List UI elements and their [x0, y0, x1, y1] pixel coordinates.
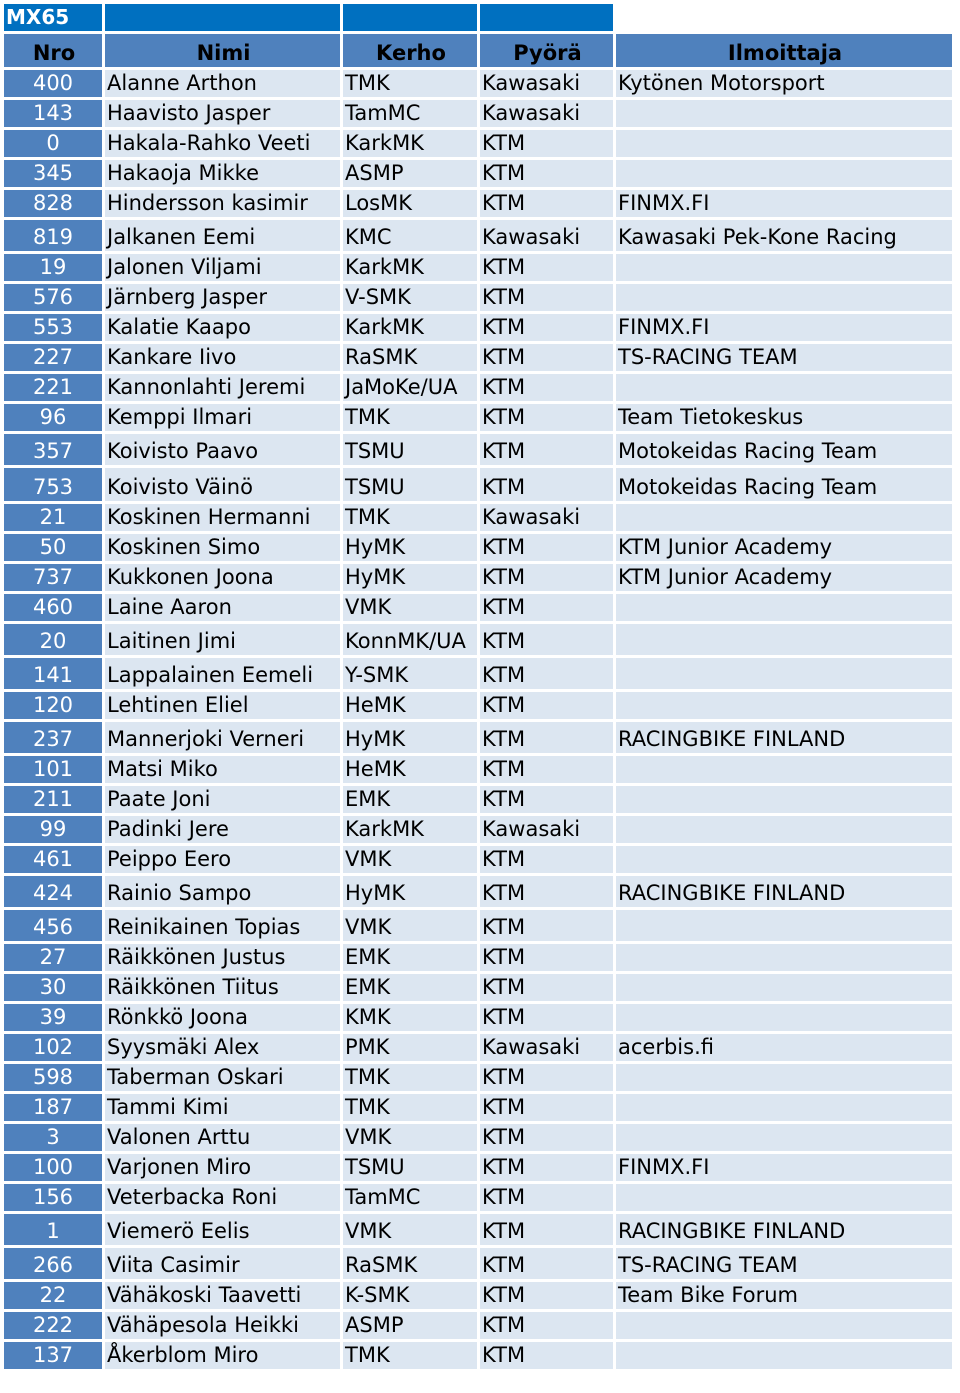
name-cell[interactable]: Jalkanen Eemi	[105, 220, 343, 254]
nro-cell[interactable]: 424	[4, 876, 105, 910]
table-row	[4, 1282, 955, 1312]
entrant-cell[interactable]	[616, 284, 955, 314]
table-row	[4, 1064, 955, 1094]
name-cell[interactable]: Vähäkoski Taavetti	[105, 1282, 343, 1312]
title-empty-cell[interactable]	[105, 4, 343, 34]
table-row	[4, 786, 955, 816]
entrant-cell[interactable]	[616, 254, 955, 284]
club-cell[interactable]: VMK	[343, 910, 480, 944]
club-cell[interactable]: EMK	[343, 944, 480, 974]
bike-cell[interactable]: Kawasaki	[480, 1034, 616, 1064]
bike-cell[interactable]: KTM	[480, 160, 616, 190]
club-cell[interactable]: TMK	[343, 1342, 480, 1372]
club-cell[interactable]: VMK	[343, 846, 480, 876]
nro-cell[interactable]: 102	[4, 1034, 105, 1064]
bike-cell[interactable]: Kawasaki	[480, 816, 616, 846]
table-row	[4, 1094, 955, 1124]
name-cell[interactable]: Varjonen Miro	[105, 1154, 343, 1184]
bike-cell[interactable]: KTM	[480, 974, 616, 1004]
name-cell[interactable]: Taberman Oskari	[105, 1064, 343, 1094]
entrant-cell[interactable]	[616, 1312, 955, 1342]
bike-cell[interactable]: KTM	[480, 190, 616, 220]
club-cell[interactable]: KarkMK	[343, 816, 480, 846]
table-row	[4, 220, 955, 254]
table-row	[4, 974, 955, 1004]
club-cell[interactable]: TSMU	[343, 468, 480, 504]
bike-cell[interactable]: KTM	[480, 658, 616, 692]
club-cell[interactable]: TMK	[343, 1094, 480, 1124]
club-cell[interactable]: TMK	[343, 404, 480, 434]
club-cell[interactable]: KonnMK/UA	[343, 624, 480, 658]
entrant-cell[interactable]	[616, 1184, 955, 1214]
club-cell[interactable]: VMK	[343, 1124, 480, 1154]
club-cell[interactable]: TamMC	[343, 1184, 480, 1214]
bike-cell[interactable]: KTM	[480, 254, 616, 284]
name-cell[interactable]: Koskinen Simo	[105, 534, 343, 564]
bike-cell[interactable]: KTM	[480, 374, 616, 404]
entrant-cell[interactable]: TS-RACING TEAM	[616, 344, 955, 374]
club-cell[interactable]: RaSMK	[343, 1248, 480, 1282]
name-cell[interactable]: Kannonlahti Jeremi	[105, 374, 343, 404]
nro-cell[interactable]: 20	[4, 624, 105, 658]
name-cell[interactable]: Lehtinen Eliel	[105, 692, 343, 722]
entrant-cell[interactable]	[616, 1342, 955, 1372]
nro-cell[interactable]: 3	[4, 1124, 105, 1154]
nro-cell[interactable]: 828	[4, 190, 105, 220]
name-cell[interactable]: Jalonen Viljami	[105, 254, 343, 284]
nro-cell[interactable]: 221	[4, 374, 105, 404]
table-row	[4, 564, 955, 594]
table-row	[4, 876, 955, 910]
name-cell[interactable]: Räikkönen Justus	[105, 944, 343, 974]
entrant-cell[interactable]	[616, 944, 955, 974]
table-row	[4, 1248, 955, 1282]
bike-cell[interactable]: KTM	[480, 910, 616, 944]
entrant-cell[interactable]	[616, 160, 955, 190]
nro-cell[interactable]: 96	[4, 404, 105, 434]
club-cell[interactable]: EMK	[343, 974, 480, 1004]
title-empty-cell[interactable]	[343, 4, 480, 34]
nro-cell[interactable]: 1	[4, 1214, 105, 1248]
bike-cell[interactable]: KTM	[480, 944, 616, 974]
club-cell[interactable]: TSMU	[343, 434, 480, 468]
nro-cell[interactable]: 227	[4, 344, 105, 374]
bike-cell[interactable]: KTM	[480, 534, 616, 564]
name-cell[interactable]: Koivisto Paavo	[105, 434, 343, 468]
name-cell[interactable]: Mannerjoki Verneri	[105, 722, 343, 756]
entrant-cell[interactable]	[616, 1094, 955, 1124]
nro-cell[interactable]: 598	[4, 1064, 105, 1094]
table-row	[4, 722, 955, 756]
entrant-cell[interactable]	[616, 504, 955, 534]
name-cell[interactable]: Matsi Miko	[105, 756, 343, 786]
entrant-cell[interactable]	[616, 786, 955, 816]
club-cell[interactable]: KarkMK	[343, 254, 480, 284]
entrant-cell[interactable]	[616, 910, 955, 944]
table-row	[4, 130, 955, 160]
entrant-cell[interactable]	[616, 130, 955, 160]
table-row	[4, 846, 955, 876]
bike-cell[interactable]: Kawasaki	[480, 100, 616, 130]
nro-cell[interactable]: 553	[4, 314, 105, 344]
club-cell[interactable]: ASMP	[343, 1312, 480, 1342]
club-cell[interactable]: K-SMK	[343, 1282, 480, 1312]
table-row	[4, 404, 955, 434]
table-row	[4, 1184, 955, 1214]
name-cell[interactable]: Järnberg Jasper	[105, 284, 343, 314]
bike-cell[interactable]: KTM	[480, 404, 616, 434]
bike-cell[interactable]: KTM	[480, 1248, 616, 1282]
entrant-cell[interactable]: KTM Junior Academy	[616, 534, 955, 564]
name-cell[interactable]: Koivisto Väinö	[105, 468, 343, 504]
table-row	[4, 944, 955, 974]
name-cell[interactable]: Rainio Sampo	[105, 876, 343, 910]
club-cell[interactable]: EMK	[343, 786, 480, 816]
name-cell[interactable]: Viemerö Eelis	[105, 1214, 343, 1248]
club-cell[interactable]: KarkMK	[343, 130, 480, 160]
bike-cell[interactable]: KTM	[480, 1004, 616, 1034]
entrant-cell[interactable]: Kytönen Motorsport	[616, 70, 955, 100]
club-cell[interactable]: TamMC	[343, 100, 480, 130]
nro-cell[interactable]: 187	[4, 1094, 105, 1124]
header-row	[4, 34, 955, 70]
nro-cell[interactable]: 101	[4, 756, 105, 786]
club-cell[interactable]: Y-SMK	[343, 658, 480, 692]
entrant-cell[interactable]	[616, 624, 955, 658]
entrant-cell[interactable]: Team Bike Forum	[616, 1282, 955, 1312]
nro-cell[interactable]: 753	[4, 468, 105, 504]
header-nro[interactable]: Nro	[4, 34, 105, 70]
club-cell[interactable]: TMK	[343, 70, 480, 100]
entrant-cell[interactable]: FINMX.FI	[616, 190, 955, 220]
bike-cell[interactable]: KTM	[480, 722, 616, 756]
entrant-cell[interactable]	[616, 100, 955, 130]
name-cell[interactable]: Lappalainen Eemeli	[105, 658, 343, 692]
nro-cell[interactable]: 21	[4, 504, 105, 534]
entrant-cell[interactable]: RACINGBIKE FINLAND	[616, 1214, 955, 1248]
header-ilmoittaja[interactable]: Ilmoittaja	[616, 34, 955, 70]
entrant-cell[interactable]	[616, 756, 955, 786]
table-row	[4, 504, 955, 534]
bike-cell[interactable]: KTM	[480, 344, 616, 374]
name-cell[interactable]: Haavisto Jasper	[105, 100, 343, 130]
name-cell[interactable]: Tammi Kimi	[105, 1094, 343, 1124]
table-row	[4, 624, 955, 658]
entrant-cell[interactable]	[616, 1124, 955, 1154]
nro-cell[interactable]: 156	[4, 1184, 105, 1214]
name-cell[interactable]: Reinikainen Topias	[105, 910, 343, 944]
entrant-cell[interactable]: RACINGBIKE FINLAND	[616, 876, 955, 910]
club-cell[interactable]: HeMK	[343, 692, 480, 722]
table-row	[4, 374, 955, 404]
club-cell[interactable]: TMK	[343, 504, 480, 534]
table-row	[4, 1154, 955, 1184]
name-cell[interactable]: Alanne Arthon	[105, 70, 343, 100]
header-kerho[interactable]: Kerho	[343, 34, 480, 70]
bike-cell[interactable]: Kawasaki	[480, 220, 616, 254]
entrant-cell[interactable]: TS-RACING TEAM	[616, 1248, 955, 1282]
name-cell[interactable]: Laitinen Jimi	[105, 624, 343, 658]
entrant-cell[interactable]: Team Tietokeskus	[616, 404, 955, 434]
class-title-row	[4, 4, 955, 34]
bike-cell[interactable]: KTM	[480, 846, 616, 876]
table-row	[4, 70, 955, 100]
club-cell[interactable]: JaMoKe/UA	[343, 374, 480, 404]
bike-cell[interactable]: KTM	[480, 468, 616, 504]
bike-cell[interactable]: KTM	[480, 564, 616, 594]
table-row	[4, 1312, 955, 1342]
entrant-cell[interactable]	[616, 846, 955, 876]
table-row	[4, 344, 955, 374]
bike-cell[interactable]: KTM	[480, 1094, 616, 1124]
nro-cell[interactable]: 266	[4, 1248, 105, 1282]
table-row	[4, 910, 955, 944]
entrant-cell[interactable]: KTM Junior Academy	[616, 564, 955, 594]
table-row	[4, 756, 955, 786]
entrant-cell[interactable]	[616, 1004, 955, 1034]
nro-cell[interactable]: 141	[4, 658, 105, 692]
entrant-cell[interactable]	[616, 374, 955, 404]
nro-cell[interactable]: 211	[4, 786, 105, 816]
table-row	[4, 100, 955, 130]
club-cell[interactable]: VMK	[343, 594, 480, 624]
table-row	[4, 190, 955, 220]
nro-cell[interactable]: 222	[4, 1312, 105, 1342]
entrant-cell[interactable]: RACINGBIKE FINLAND	[616, 722, 955, 756]
nro-cell[interactable]: 461	[4, 846, 105, 876]
nro-cell[interactable]: 27	[4, 944, 105, 974]
table-row	[4, 658, 955, 692]
nro-cell[interactable]: 30	[4, 974, 105, 1004]
entrant-cell[interactable]: Kawasaki Pek-Kone Racing	[616, 220, 955, 254]
entrant-cell[interactable]: Motokeidas Racing Team	[616, 434, 955, 468]
table-row	[4, 1214, 955, 1248]
class-title-cell[interactable]: MX65	[4, 4, 105, 34]
title-empty-cell[interactable]	[616, 4, 955, 34]
bike-cell[interactable]: KTM	[480, 284, 616, 314]
nro-cell[interactable]: 99	[4, 816, 105, 846]
name-cell[interactable]: Hakaoja Mikke	[105, 160, 343, 190]
nro-cell[interactable]: 576	[4, 284, 105, 314]
entrant-cell[interactable]	[616, 658, 955, 692]
nro-cell[interactable]: 345	[4, 160, 105, 190]
table-row	[4, 160, 955, 190]
name-cell[interactable]: Vähäpesola Heikki	[105, 1312, 343, 1342]
club-cell[interactable]: HyMK	[343, 564, 480, 594]
bike-cell[interactable]: KTM	[480, 692, 616, 722]
bike-cell[interactable]: KTM	[480, 1312, 616, 1342]
name-cell[interactable]: Rönkkö Joona	[105, 1004, 343, 1034]
table-row	[4, 816, 955, 846]
name-cell[interactable]: Paate Joni	[105, 786, 343, 816]
bike-cell[interactable]: KTM	[480, 756, 616, 786]
entrant-cell[interactable]	[616, 816, 955, 846]
name-cell[interactable]: Koskinen Hermanni	[105, 504, 343, 534]
club-cell[interactable]: ASMP	[343, 160, 480, 190]
bike-cell[interactable]: Kawasaki	[480, 504, 616, 534]
nro-cell[interactable]: 737	[4, 564, 105, 594]
entrant-cell[interactable]	[616, 692, 955, 722]
bike-cell[interactable]: KTM	[480, 624, 616, 658]
bike-cell[interactable]: KTM	[480, 434, 616, 468]
nro-cell[interactable]: 100	[4, 1154, 105, 1184]
nro-cell[interactable]: 143	[4, 100, 105, 130]
entry-list-table	[4, 4, 955, 1372]
name-cell[interactable]: Laine Aaron	[105, 594, 343, 624]
club-cell[interactable]: RaSMK	[343, 344, 480, 374]
name-cell[interactable]: Viita Casimir	[105, 1248, 343, 1282]
entrant-cell[interactable]: acerbis.fi	[616, 1034, 955, 1064]
table-row	[4, 594, 955, 624]
nro-cell[interactable]: 137	[4, 1342, 105, 1372]
entrant-cell[interactable]	[616, 594, 955, 624]
nro-cell[interactable]: 819	[4, 220, 105, 254]
club-cell[interactable]: TMK	[343, 1064, 480, 1094]
table-row	[4, 468, 955, 504]
nro-cell[interactable]: 0	[4, 130, 105, 160]
club-cell[interactable]: HeMK	[343, 756, 480, 786]
table-row	[4, 1124, 955, 1154]
club-cell[interactable]: VMK	[343, 1214, 480, 1248]
name-cell[interactable]: Räikkönen Tiitus	[105, 974, 343, 1004]
name-cell[interactable]: Padinki Jere	[105, 816, 343, 846]
club-cell[interactable]: LosMK	[343, 190, 480, 220]
nro-cell[interactable]: 357	[4, 434, 105, 468]
table-row	[4, 1004, 955, 1034]
nro-cell[interactable]: 237	[4, 722, 105, 756]
bike-cell[interactable]: KTM	[480, 1214, 616, 1248]
table-row	[4, 534, 955, 564]
bike-cell[interactable]: KTM	[480, 594, 616, 624]
entrant-cell[interactable]: FINMX.FI	[616, 1154, 955, 1184]
name-cell[interactable]: Hindersson kasimir	[105, 190, 343, 220]
club-cell[interactable]: TSMU	[343, 1154, 480, 1184]
name-cell[interactable]: Kukkonen Joona	[105, 564, 343, 594]
table-row	[4, 314, 955, 344]
title-empty-cell[interactable]	[480, 4, 616, 34]
name-cell[interactable]: Hakala-Rahko Veeti	[105, 130, 343, 160]
club-cell[interactable]: HyMK	[343, 876, 480, 910]
table-row	[4, 1342, 955, 1372]
name-cell[interactable]: Åkerblom Miro	[105, 1342, 343, 1372]
club-cell[interactable]: HyMK	[343, 722, 480, 756]
entrant-cell[interactable]: FINMX.FI	[616, 314, 955, 344]
club-cell[interactable]: PMK	[343, 1034, 480, 1064]
bike-cell[interactable]: KTM	[480, 786, 616, 816]
club-cell[interactable]: V-SMK	[343, 284, 480, 314]
name-cell[interactable]: Kemppi Ilmari	[105, 404, 343, 434]
bike-cell[interactable]: KTM	[480, 130, 616, 160]
bike-cell[interactable]: KTM	[480, 1154, 616, 1184]
bike-cell[interactable]: Kawasaki	[480, 70, 616, 100]
name-cell[interactable]: Kankare Iivo	[105, 344, 343, 374]
name-cell[interactable]: Syysmäki Alex	[105, 1034, 343, 1064]
table-row	[4, 1034, 955, 1064]
club-cell[interactable]: KMK	[343, 1004, 480, 1034]
table-row	[4, 692, 955, 722]
nro-cell[interactable]: 400	[4, 70, 105, 100]
bike-cell[interactable]: KTM	[480, 1064, 616, 1094]
entrant-cell[interactable]: Motokeidas Racing Team	[616, 468, 955, 504]
nro-cell[interactable]: 39	[4, 1004, 105, 1034]
bike-cell[interactable]: KTM	[480, 1124, 616, 1154]
name-cell[interactable]: Veterbacka Roni	[105, 1184, 343, 1214]
bike-cell[interactable]: KTM	[480, 1342, 616, 1372]
table-row	[4, 254, 955, 284]
nro-cell[interactable]: 22	[4, 1282, 105, 1312]
club-cell[interactable]: HyMK	[343, 534, 480, 564]
entrant-cell[interactable]	[616, 1064, 955, 1094]
name-cell[interactable]: Kalatie Kaapo	[105, 314, 343, 344]
header-nimi[interactable]: Nimi	[105, 34, 343, 70]
nro-cell[interactable]: 460	[4, 594, 105, 624]
name-cell[interactable]: Peippo Eero	[105, 846, 343, 876]
nro-cell[interactable]: 120	[4, 692, 105, 722]
name-cell[interactable]: Valonen Arttu	[105, 1124, 343, 1154]
entrant-cell[interactable]	[616, 974, 955, 1004]
bike-cell[interactable]: KTM	[480, 876, 616, 910]
bike-cell[interactable]: KTM	[480, 1184, 616, 1214]
nro-cell[interactable]: 50	[4, 534, 105, 564]
bike-cell[interactable]: KTM	[480, 314, 616, 344]
nro-cell[interactable]: 456	[4, 910, 105, 944]
table-row	[4, 434, 955, 468]
header-pyora[interactable]: Pyörä	[480, 34, 616, 70]
nro-cell[interactable]: 19	[4, 254, 105, 284]
table-row	[4, 284, 955, 314]
club-cell[interactable]: KMC	[343, 220, 480, 254]
club-cell[interactable]: KarkMK	[343, 314, 480, 344]
bike-cell[interactable]: KTM	[480, 1282, 616, 1312]
